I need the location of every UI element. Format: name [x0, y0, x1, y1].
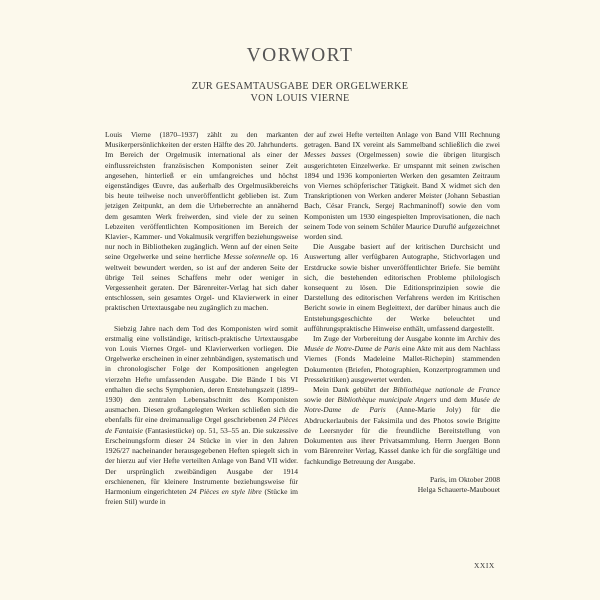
paragraph-edition-overview — [105, 324, 298, 508]
paragraph-text: (Stücke im freien Stil) wurde in — [105, 486, 299, 507]
institution-name: Musée de Notre-Dame de Paris — [304, 344, 401, 354]
work-title: 24 Pièces en style libre — [189, 486, 262, 496]
paragraph-sources — [304, 242, 500, 334]
paragraph-text: sowie der — [304, 395, 335, 405]
paragraph-text: op. 16 weltweit bewundert werden, so ist auf der anderen Seite der übrige Teil seines Schaffens mehr oder weniger in Vergessenheit geraten. Der Bärenreiter-Verlag hat sich daher entschlossen, sein gesamtes Orgel- und Klavierwerk in einer praktischen Urtextausgabe neu zugänglich zu machen. — [105, 252, 299, 313]
institution-name: Bibliothèque nationale de France — [393, 385, 501, 395]
author-name: Helga Schauerte-Maubouet — [417, 484, 500, 494]
paragraph-text: (Orgelmessen) sowie die übrigen liturgisch ausgerichteten Einzelwerke. Er umspannt mit seinen zwischen 1894 und 1936 komponierten Werken den gesamten Zeitraum von Viernes schöpferischer Tätigkeit. Band X widmet sich den Transkriptionen von Werken anderer Meister (Johann Sebastian Bach, César Franck, Sergej Rachmaninoff) sowie den vom Komponisten um 1930 eingespielten Improvisationen, die nach seinem Tode von seinem Schüler Maurice Duruflé aufgezeichnet worden sind. — [304, 150, 501, 242]
work-title: Messes basses — [304, 150, 351, 160]
paragraph-archive — [304, 334, 500, 385]
subtitle-line-2: VON LOUIS VIERNE — [250, 93, 350, 104]
work-title: 24 Pièces de Fantaisie — [105, 415, 298, 435]
paragraph-text: Louis Vierne (1870–1937) zählt zu den markanten Musikerpersönlichkeiten der ersten Hälfte des 20. Jahrhunderts. Im Bereich der Orgelmusik international als einer der einflussreichsten französischen Komponisten seiner Zeit angesehen, hinterließ er ein umfangreiches und höchst eigenständiges Œuvre, das außerhalb des Orgelmusikbereichs bis heute teilweise noch unveröffentlicht geblieben ist. Zum jetzigen Zeitpunkt, an dem die Urheberrechte an annähernd dem gesamten Werk freiwerden, sind viele der zu seinen Lebzeiten veröffentlichten Kompositionen im Bereich der Klavier-, Kammer- und Vokalmusik vergriffen beziehungsweise nur noch in Bibliotheken zugänglich. Wenn auf der einen Seite seine Orgelwerke und seine herrliche — [105, 130, 298, 262]
paragraph-text: Im Zuge der Vorbereitung der Ausgabe konnte im Archiv des — [313, 334, 500, 344]
paragraph-text: und dem — [439, 395, 468, 405]
page-number: XXIX — [474, 561, 495, 570]
subtitle-line-1: ZUR GESAMTAUSGABE DER ORGELWERKE — [191, 81, 409, 92]
paragraph-text: Siebzig Jahre nach dem Tod des Komponisten wird somit erstmalig eine vollständige, kritisch-praktische Urtextausgabe von Louis Viernes Orgel- und Klavierwerken vorliegen. Die Orgelwerke erscheinen in einer zehnbändigen, systematisch und in chronologischer Folge der Kompositionen angelegten vierzehn Hefte umfassenden Ausgabe. Die Bände I bis VI enthalten die sechs Symphonien, deren Entstehungszeit (1899–1930) den zentralen Lebensabschnitt des Komponisten ausmachen. Diesen großangelegten Werken schließen sich die ebenfalls für eine dreimanualige Orgel geschriebenen — [105, 323, 298, 425]
place-date: Paris, im Oktober 2008 — [430, 474, 500, 484]
paragraph-text: (Anne-Marie Joly) für die Abdruckerlaubnis der Faksimila und des Photos sowie Brigitte de Leersnyder für die freundliche Bereitstellung von Dokumenten aus ihrer Privatsammlung. Herrn Juergen Bonn vom Bärenreiter Verlag, Kassel danke ich für die sorgfältige und fachkundige Betreuung der Ausgabe. — [304, 405, 501, 466]
paragraph-text: eine Akte mit aus dem Nachlass Viernes (Fonds Madeleine Mallet-Richepin) stammenden Dokumenten (Briefen, Photographien, Konzertprogrammen und Pressekritiken) ausgewertet werden. — [304, 344, 500, 384]
right-text-column — [304, 130, 500, 495]
signature-block — [304, 475, 500, 495]
paragraph-text: Mein Dank gebührt der — [313, 385, 390, 395]
page-subtitle — [0, 81, 600, 105]
paragraph-text: Die Ausgabe basiert auf der kritischen Durchsicht und Auswertung aller verfügbaren Autographe, Stichvorlagen und Erstdrucke sowie bisher unveröffentlichter Briefe. Sie bemüht sich, die bestehenden editorischen Probleme philologisch konsequent zu lösen. Die Editionsprinzipien sowie die Darstellung des editorischen Verfahrens werden im Kritischen Bericht sowie in einem Begleittext, der darüber hinaus auch die Entstehungsgeschichte der Werke beleuchtet und aufführungspraktische Hinweise enthält, umfassend dargestellt. — [304, 242, 500, 333]
institution-name: Bibliothèque municipale Angers — [337, 395, 437, 405]
paragraph-text: (Fantasiestücke) op. 51, 53–55 an. Die sukzessive Erscheinungsform dieser 24 Stücke in vier in den Jahren 1926/27 nacheinander herausgegebenen Heften spiegelt sich in der hierzu auf vier Hefte verteilten Anlage von Band VII wider. Der ursprünglich zweibändigen Ausgabe der 1914 erschienenen, für kleinere Instrumente beziehungsweise für Harmonium eingerichteten — [105, 425, 298, 496]
paragraph-acknowledgements — [304, 385, 500, 467]
institution-name: Musée de Notre-Dame de Paris — [304, 395, 501, 415]
paragraph-intro — [105, 130, 298, 314]
paragraph-text: der auf zwei Hefte verteilten Anlage von Band VIII Rechnung getragen. Band IX vereint als Sammelband schließlich die zwei — [304, 130, 500, 150]
work-title: Messe solennelle — [223, 252, 276, 262]
page-title: VORWORT — [246, 45, 354, 66]
left-text-column — [105, 130, 298, 507]
paragraph-volumes — [304, 130, 500, 242]
